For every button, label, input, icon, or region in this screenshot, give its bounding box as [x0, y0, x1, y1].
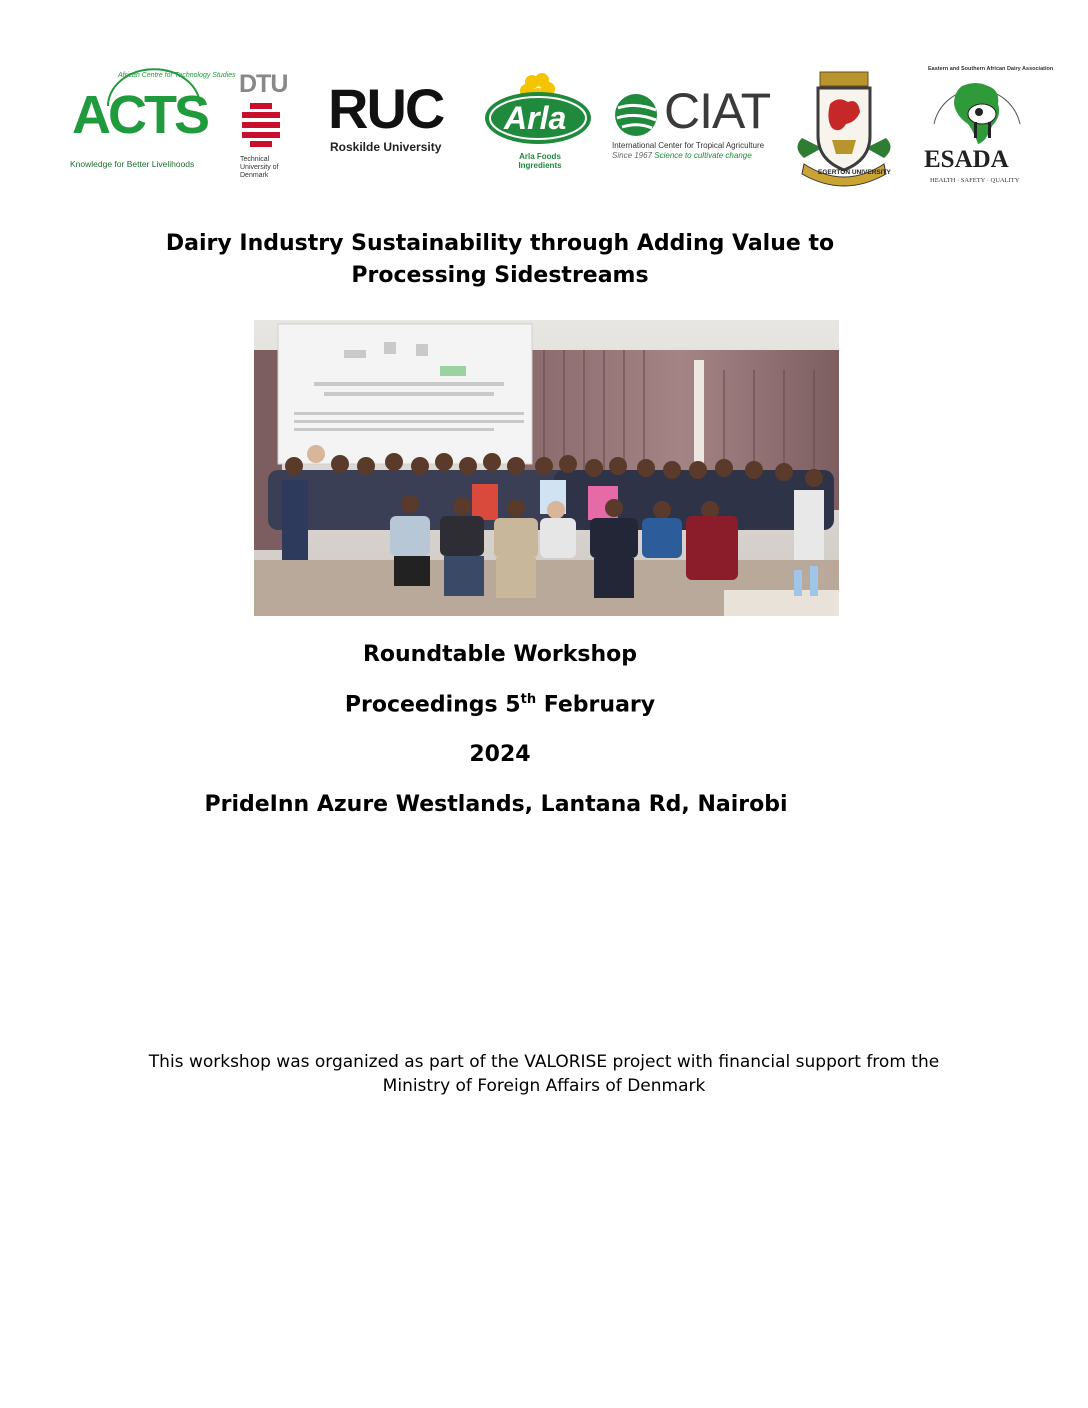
acts-wordmark: ACTS	[72, 85, 207, 145]
proceedings-date	[0, 692, 1000, 717]
funding-line-2: Ministry of Foreign Affairs of Denmark	[382, 1076, 706, 1096]
esada-africa-cow-icon	[922, 64, 1032, 154]
proceedings-month: February	[536, 692, 656, 718]
ruc-subtitle: Roskilde University	[330, 140, 442, 154]
arla-subtitle: Arla Foods Ingredients	[518, 152, 562, 170]
esada-arc-text: Eastern and Southern African Dairy Association	[928, 66, 1054, 72]
esada-tagline: HEALTH · SAFETY · QUALITY	[930, 177, 1020, 184]
dtu-logo	[232, 70, 292, 182]
ciat-slogan: Science to cultivate change	[654, 151, 752, 160]
ciat-since: Since 1967	[612, 151, 653, 160]
acts-tagline: Knowledge for Better Livelihoods	[70, 159, 195, 169]
egerton-logo	[782, 68, 906, 192]
ciat-subtitle: International Center for Tropical Agriculture	[612, 141, 765, 150]
proceedings-prefix: Proceedings 5	[344, 692, 521, 718]
funding-note	[0, 1050, 1088, 1098]
document-title	[0, 228, 1000, 292]
title-line-1: Dairy Industry Sustainability through Adding Value to	[165, 231, 835, 256]
ciat-wordmark: CIAT	[664, 83, 771, 139]
esada-logo	[922, 64, 1054, 188]
acts-logo	[68, 66, 236, 176]
event-venue: PrideInn Azure Westlands, Lantana Rd, Nairobi	[204, 792, 788, 817]
event-type: Roundtable Workshop	[362, 642, 638, 667]
event-year: 2024	[469, 742, 531, 767]
dtu-emblem-icon	[238, 103, 288, 147]
egerton-banner-text: EGERTON UNIVERSITY	[818, 169, 891, 176]
arla-wordmark: Arla	[504, 100, 567, 136]
funding-line-1: This workshop was organized as part of the VALORISE project with financial support from the	[148, 1052, 940, 1072]
arla-logo	[482, 72, 594, 172]
ruc-wordmark: RUC	[328, 77, 444, 140]
title-line-2: Processing Sidestreams	[351, 263, 649, 288]
acts-arc-text: African Centre for Technology Studies	[118, 72, 236, 79]
dtu-subtitle: Technical University of Denmark	[240, 156, 279, 179]
ciat-globe-icon	[612, 92, 662, 138]
ciat-logo	[612, 83, 782, 168]
proceedings-ordinal: th	[520, 692, 537, 707]
ciat-tagline	[612, 151, 752, 160]
partner-logos	[60, 62, 1054, 197]
dtu-wordmark: DTU	[239, 70, 288, 98]
group-photo	[254, 320, 839, 616]
ruc-logo	[328, 77, 458, 162]
esada-wordmark: ESADA	[924, 146, 1009, 173]
